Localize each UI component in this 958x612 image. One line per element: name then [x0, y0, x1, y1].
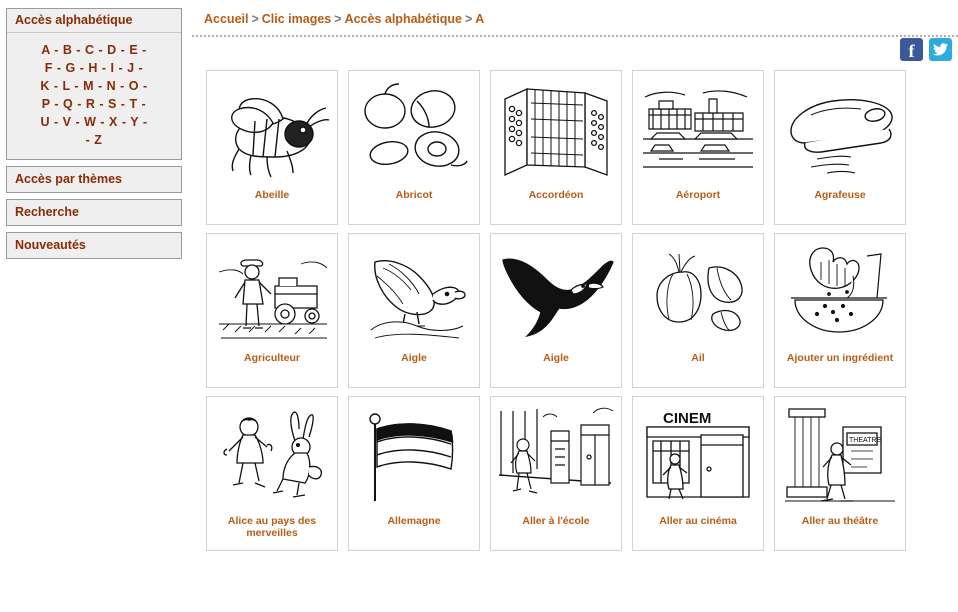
- alphabet-letter-c[interactable]: C: [85, 43, 95, 57]
- image-grid: [206, 70, 958, 551]
- image-card[interactable]: [774, 70, 906, 225]
- alphabet-letter-v[interactable]: V: [62, 115, 72, 129]
- alphabet-letter-x[interactable]: X: [109, 115, 118, 129]
- image-card-caption[interactable]: Aéroport: [675, 189, 721, 201]
- alphabet-letter-l[interactable]: L: [62, 79, 71, 93]
- alice-wonderland-illustration[interactable]: [212, 403, 332, 511]
- header-divider: [192, 35, 958, 37]
- image-card[interactable]: [632, 396, 764, 551]
- breadcrumb-item-3[interactable]: Accès alphabétique: [344, 12, 462, 26]
- image-card-caption[interactable]: Ail: [691, 352, 705, 364]
- sidebar: [6, 8, 182, 265]
- alphabet-letter-b[interactable]: B: [62, 43, 73, 57]
- image-card-caption[interactable]: Alice au pays des merveilles: [227, 515, 317, 539]
- alphabet-letter-s[interactable]: S: [107, 97, 117, 111]
- image-card[interactable]: [206, 233, 338, 388]
- image-card[interactable]: [490, 233, 622, 388]
- accordion-illustration[interactable]: [496, 77, 616, 185]
- breadcrumb: [192, 0, 958, 26]
- image-card-caption[interactable]: Aller à l'école: [522, 515, 590, 527]
- garlic-illustration[interactable]: [638, 240, 758, 348]
- image-card[interactable]: [774, 233, 906, 388]
- image-card-caption[interactable]: Aigle: [401, 352, 427, 364]
- alphabet-letter-w[interactable]: W: [84, 115, 97, 129]
- airport-illustration[interactable]: [638, 77, 758, 185]
- alphabet-letter-z[interactable]: Z: [94, 133, 103, 147]
- alphabet-letter-m[interactable]: M: [83, 79, 94, 93]
- alphabet-letter-u[interactable]: U: [40, 115, 51, 129]
- image-card-caption[interactable]: Allemagne: [387, 515, 441, 527]
- alphabet-letter-k[interactable]: K: [40, 79, 50, 93]
- image-card[interactable]: [348, 233, 480, 388]
- main-content: [192, 0, 958, 612]
- alphabet-letter-e[interactable]: E: [129, 43, 139, 57]
- image-card-caption[interactable]: Accordéon: [528, 189, 584, 201]
- breadcrumb-item-2[interactable]: Clic images: [261, 12, 332, 26]
- image-card[interactable]: [490, 396, 622, 551]
- alphabet-letter-q[interactable]: Q: [63, 97, 74, 111]
- image-card[interactable]: [774, 396, 906, 551]
- apricot-illustration[interactable]: [354, 77, 474, 185]
- alphabet-letter-d[interactable]: D: [107, 43, 117, 57]
- breadcrumb-separator: >: [334, 12, 342, 26]
- alphabet-letter-list[interactable]: A - B - C - D - E - F - G - H - I - J - K - L - M - N - O - P - Q - R - S - T - U - V - W - X - Y - - Z: [40, 43, 148, 147]
- go-to-theatre-illustration[interactable]: [780, 403, 900, 511]
- image-card[interactable]: [632, 233, 764, 388]
- breadcrumb-item-4: A: [475, 12, 485, 26]
- sidebar-item-themes[interactable]: Accès par thèmes: [6, 166, 182, 193]
- sidebar-item-search[interactable]: Recherche: [6, 199, 182, 226]
- germany-flag-illustration[interactable]: [354, 403, 474, 511]
- image-card-caption[interactable]: Ajouter un ingrédient: [786, 352, 894, 364]
- image-card-caption[interactable]: Abricot: [395, 189, 433, 201]
- go-to-school-illustration[interactable]: [496, 403, 616, 511]
- image-card[interactable]: [490, 70, 622, 225]
- sidebar-item-new[interactable]: Nouveautés: [6, 232, 182, 259]
- breadcrumb-separator: >: [251, 12, 259, 26]
- alphabet-letter-p[interactable]: P: [41, 97, 51, 111]
- alphabet-letter-r[interactable]: R: [85, 97, 96, 111]
- eagle-flying-illustration[interactable]: [496, 240, 616, 348]
- alphabet-letter-h[interactable]: H: [88, 61, 98, 75]
- image-card-caption[interactable]: Agrafeuse: [814, 189, 866, 201]
- image-card[interactable]: [206, 70, 338, 225]
- alphabet-letter-o[interactable]: O: [128, 79, 139, 93]
- alphabetical-access-panel: [6, 8, 182, 160]
- alphabet-letter-y[interactable]: Y: [130, 115, 139, 129]
- breadcrumb-separator: >: [464, 12, 473, 26]
- alphabet-letter-a[interactable]: A: [41, 43, 51, 57]
- breadcrumb-item-1[interactable]: Accueil: [204, 12, 249, 26]
- alphabet-letter-n[interactable]: N: [106, 79, 117, 93]
- twitter-icon[interactable]: [929, 38, 952, 61]
- alphabet-letter-j[interactable]: J: [127, 61, 135, 75]
- eagle-perched-illustration[interactable]: [354, 240, 474, 348]
- alphabet-letter-g[interactable]: G: [65, 61, 76, 75]
- alphabet-letter-t[interactable]: T: [129, 97, 138, 111]
- image-card-caption[interactable]: Aller au théâtre: [801, 515, 879, 527]
- stapler-illustration[interactable]: [780, 77, 900, 185]
- alphabet-letter-i[interactable]: I: [110, 61, 115, 75]
- image-card-caption[interactable]: Agriculteur: [243, 352, 300, 364]
- add-ingredient-illustration[interactable]: [780, 240, 900, 348]
- social-links: [900, 38, 952, 61]
- svg-text:THEATRE: THEATRE: [849, 437, 882, 444]
- bee-illustration[interactable]: [212, 77, 332, 185]
- go-to-cinema-illustration[interactable]: [638, 403, 758, 511]
- svg-text:CINEM: CINEM: [663, 410, 712, 427]
- alphabet-letter-f[interactable]: F: [44, 61, 53, 75]
- image-card-caption[interactable]: Aller au cinéma: [659, 515, 737, 527]
- image-card[interactable]: [348, 396, 480, 551]
- alphabetical-access-title: Accès alphabétique: [7, 9, 181, 33]
- farmer-illustration[interactable]: [212, 240, 332, 348]
- image-card[interactable]: [348, 70, 480, 225]
- image-card-caption[interactable]: Aigle: [543, 352, 569, 364]
- facebook-icon[interactable]: f: [900, 38, 923, 61]
- image-card-caption[interactable]: Abeille: [254, 189, 290, 201]
- image-card[interactable]: [632, 70, 764, 225]
- image-card[interactable]: [206, 396, 338, 551]
